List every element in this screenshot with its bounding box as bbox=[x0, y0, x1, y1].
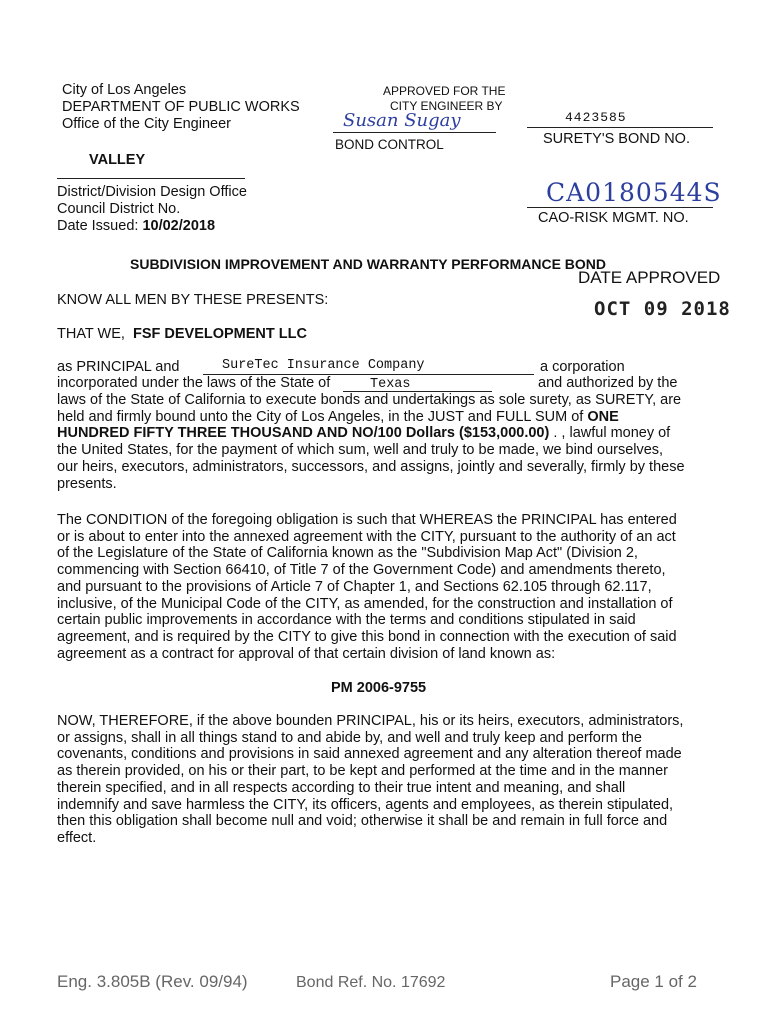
surety-bond-number: 4423585 bbox=[565, 110, 627, 125]
council-district-label: Council District No. bbox=[57, 201, 181, 217]
amount-words: HUNDRED FIFTY THREE THOUSAND AND NO/100 Dollars ($153,000.00) bbox=[57, 425, 550, 442]
para1-line6: the United States, for the payment of which sum, well and truly to be made, we bind ourselves, bbox=[57, 442, 664, 459]
date-approved-stamp: OCT 09 2018 bbox=[594, 298, 731, 320]
district-value: VALLEY bbox=[89, 152, 146, 168]
authorized-label: and authorized by the bbox=[538, 375, 678, 391]
approver-signature: Susan Sugay bbox=[343, 110, 461, 131]
page-number: Page 1 of 2 bbox=[610, 972, 697, 991]
surety-company-name: SureTec Insurance Company bbox=[222, 358, 425, 373]
cao-risk-number: CA0180544S bbox=[546, 178, 722, 207]
para1-line7: our heirs, executors, administrators, successors, and assigns, jointly and severally, firmly by these bbox=[57, 458, 685, 475]
that-we-label: THAT WE, bbox=[57, 326, 125, 342]
parcel-map-number: PM 2006-9755 bbox=[331, 680, 427, 696]
office-name: Office of the City Engineer bbox=[62, 116, 231, 132]
corporation-label: a corporation bbox=[540, 359, 625, 375]
surety-state: Texas bbox=[370, 377, 411, 392]
para1-line5: HUNDRED FIFTY THREE THOUSAND AND NO/100 Dollars ($153,000.00) . , lawful money of bbox=[57, 425, 671, 442]
date-issued-value: 10/02/2018 bbox=[142, 218, 216, 234]
city-name: City of Los Angeles bbox=[62, 82, 187, 98]
cao-risk-label: CAO-RISK MGMT. NO. bbox=[538, 210, 689, 226]
document-title: SUBDIVISION IMPROVEMENT AND WARRANTY PERFORMANCE BOND bbox=[130, 256, 607, 272]
amount-words-start: ONE bbox=[587, 408, 619, 425]
surety-bond-label: SURETY'S BOND NO. bbox=[543, 131, 690, 147]
bond-reference: Bond Ref. No. 17692 bbox=[296, 974, 446, 991]
date-issued-row bbox=[57, 218, 247, 235]
para1-line3: laws of the State of California to execute bonds and undertakings as sole surety, as SURETY, are bbox=[57, 392, 682, 408]
as-principal-label: as PRINCIPAL and bbox=[57, 359, 180, 375]
approval-line-1: APPROVED FOR THE bbox=[383, 84, 506, 98]
condition-paragraph: The CONDITION of the foregoing obligation is such that WHEREAS the PRINCIPAL has entered or is about to enter into the annexed agreement with the CITY, pursuant to the authority of an act of the Legislature of the State of California known as the "Subdivision Map Act" (Division 2, commencing with Section 66410, of Title 7 of the Government Code) and amendments thereto, and pursuant to the provisions of Article 7 of Chapter 1, and Sections 62.105 through 62.117, inclusive, of the Municipal Code of the CITY, as amended, for the construction and installation of certain public improvements in accordance with the terms and conditions stipulated in said agreement, and is required by the CITY to give this bond in connection with the execution of said agreement as a contract for approval of that certain division of land known as: bbox=[57, 512, 677, 662]
date-issued-label: Date Issued: bbox=[57, 218, 139, 234]
department-name: DEPARTMENT OF PUBLIC WORKS bbox=[62, 99, 300, 115]
date-approved-label: DATE APPROVED bbox=[578, 268, 721, 287]
know-all-statement: KNOW ALL MEN BY THESE PRESENTS: bbox=[57, 292, 329, 308]
bond-control-label: BOND CONTROL bbox=[335, 137, 444, 152]
para1-line8: presents. bbox=[57, 475, 117, 492]
principal-name: FSF DEVELOPMENT LLC bbox=[132, 326, 307, 342]
approval-line-2: CITY ENGINEER BY bbox=[390, 99, 503, 113]
para1-line4: held and firmly bound unto the City of Los Angeles, in the JUST and FULL SUM of ONE bbox=[57, 408, 619, 425]
incorporated-label: incorporated under the laws of the State of bbox=[57, 375, 331, 391]
district-label: District/Division Design Office bbox=[57, 184, 247, 200]
now-therefore-paragraph: NOW, THEREFORE, if the above bounden PRINCIPAL, his or its heirs, executors, administrators, or assigns, shall in all things stand to and abide by, and well and truly keep and perform the covenants, conditions and provisions in said annexed agreement and any alteration thereof made as therein provided, on his or their part, to be kept and performed at the time and in the manner therein specified, and in all respects according to their true intent and meaning, and shall indemnify and save harmless the CITY, its officers, agents and employees, as therein stipulated, then this obligation shall become null and void; otherwise it shall be and remain in full force and effect. bbox=[57, 713, 684, 846]
form-number: Eng. 3.805B (Rev. 09/94) bbox=[57, 972, 248, 991]
